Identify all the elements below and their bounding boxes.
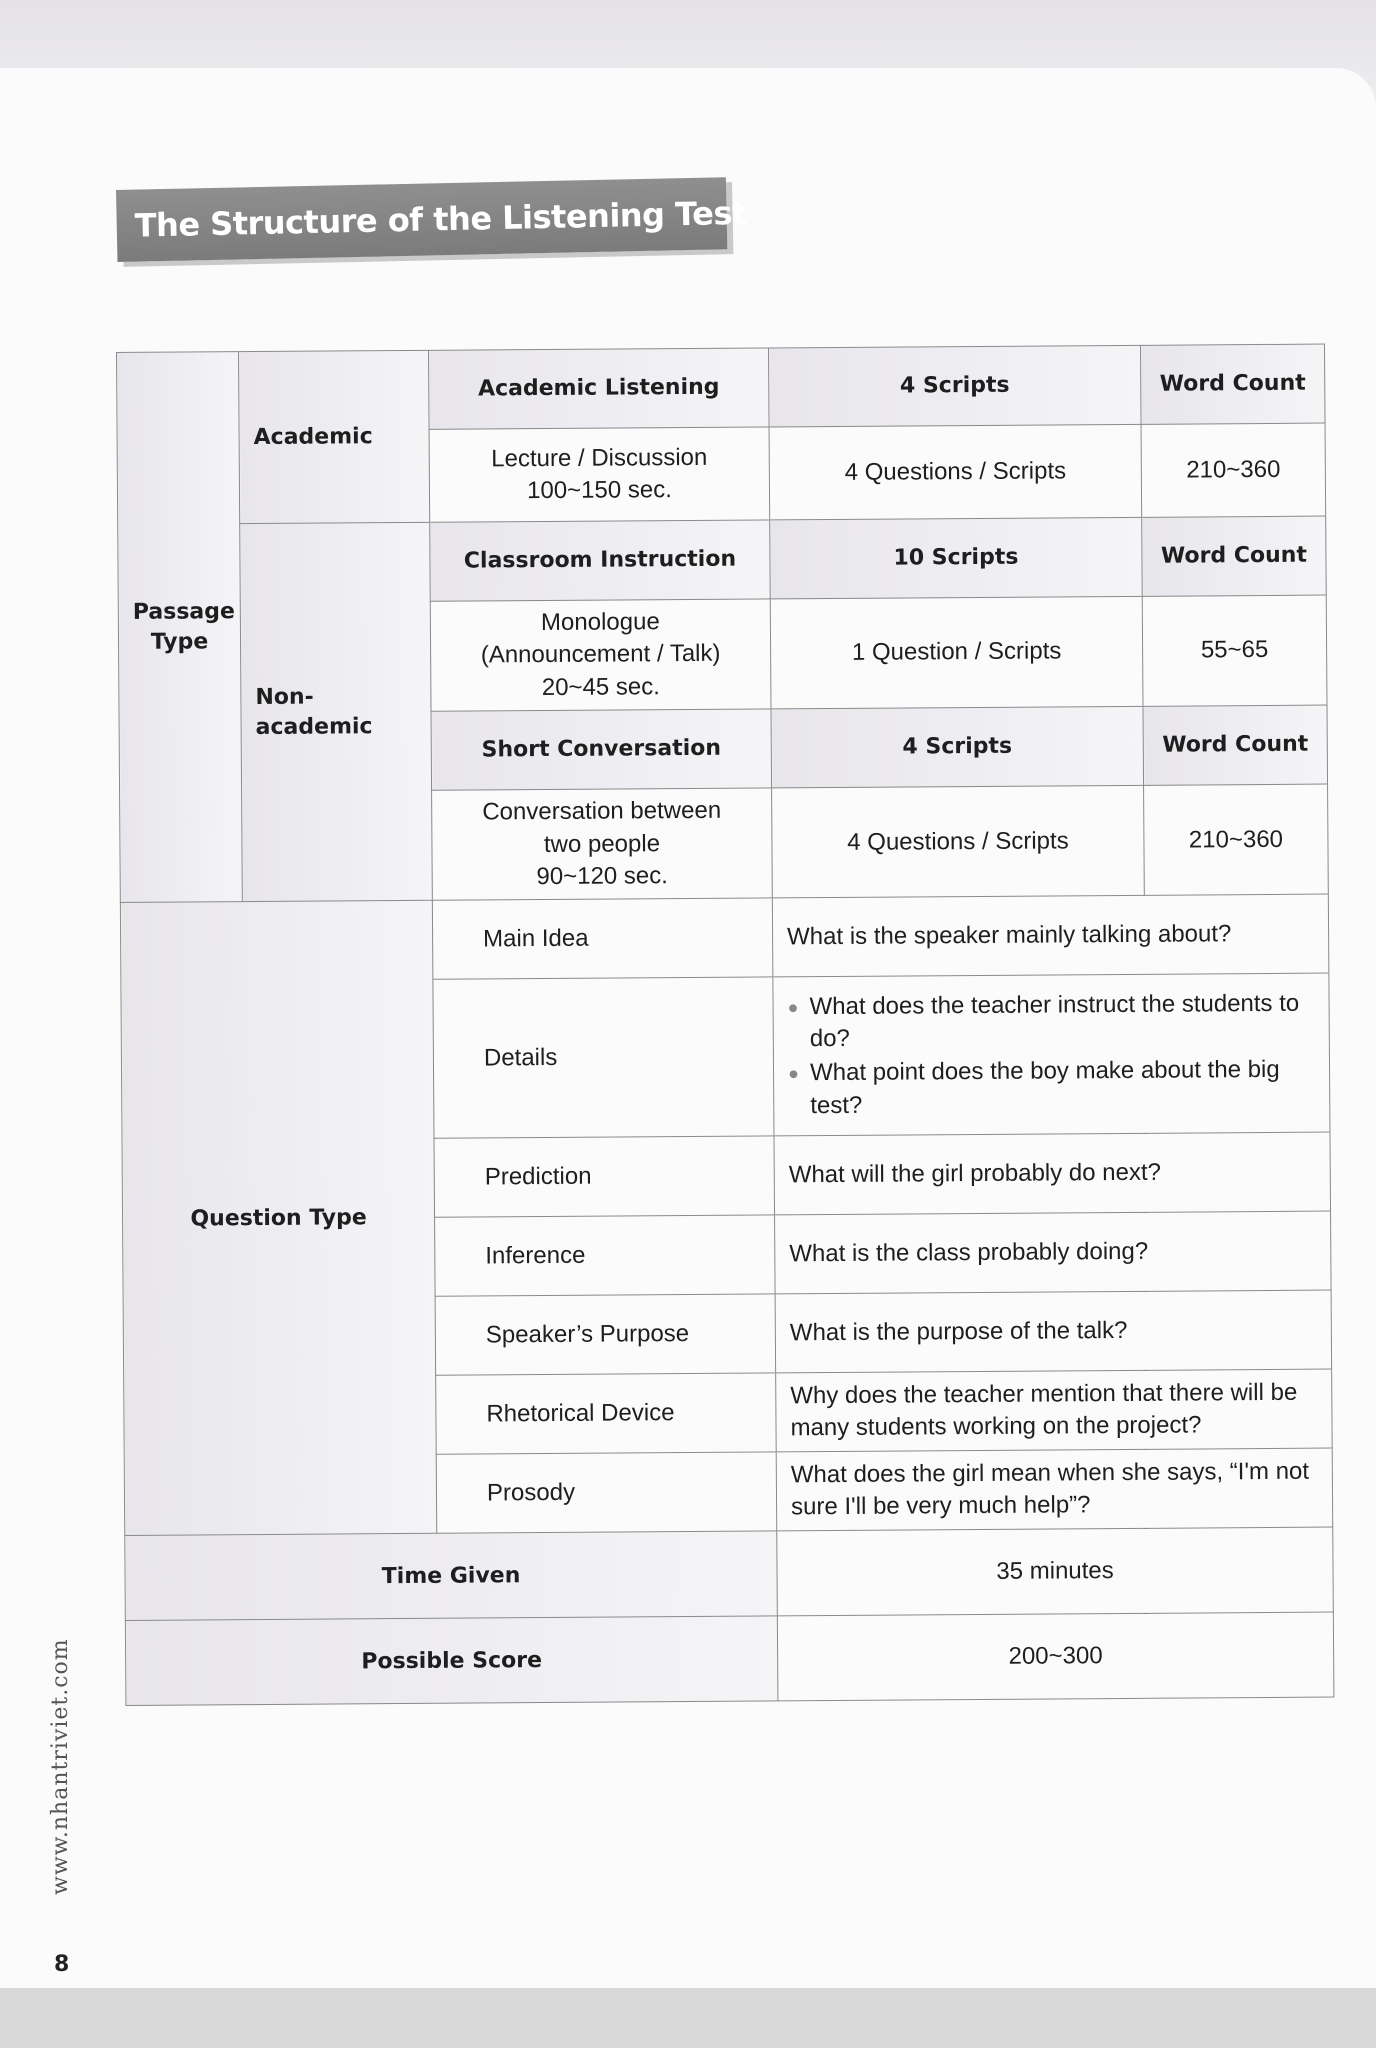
non-academic-label: Non-academic bbox=[255, 684, 373, 740]
possible-score-value: 200~300 bbox=[1008, 1642, 1103, 1670]
academic-listening-scripts-cell bbox=[768, 345, 1141, 427]
table-row bbox=[120, 894, 1329, 981]
academic-listening-heading-cell bbox=[428, 348, 769, 429]
classroom-instruction-scripts-cell bbox=[770, 517, 1143, 599]
question-type-name: Details bbox=[483, 1044, 558, 1072]
possible-score-value-cell bbox=[777, 1612, 1334, 1701]
short-conversation-format-cell bbox=[432, 788, 773, 901]
question-type-name: Main Idea bbox=[483, 924, 589, 953]
question-type-name: Prosody bbox=[486, 1478, 576, 1507]
table-row bbox=[117, 344, 1326, 431]
time-given-value: 35 minutes bbox=[996, 1557, 1114, 1586]
classroom-instruction-format-cell bbox=[430, 599, 771, 712]
word-count-value: 55~65 bbox=[1200, 636, 1269, 664]
question-type-label-cell bbox=[120, 901, 436, 1536]
format-line: Monologue bbox=[540, 608, 660, 637]
classroom-instruction-scripts: 10 Scripts bbox=[893, 544, 1019, 571]
question-example: What is the speaker mainly talking about? bbox=[787, 920, 1232, 951]
question-example-cell bbox=[774, 1132, 1331, 1215]
section-title-banner bbox=[116, 177, 748, 262]
possible-score-label: Possible Score bbox=[361, 1647, 543, 1674]
question-example-cell bbox=[772, 894, 1329, 977]
word-count-label: Word Count bbox=[1162, 732, 1309, 759]
passage-type-label-cell bbox=[117, 352, 243, 903]
academic-listening-scripts: 4 Scripts bbox=[899, 372, 1010, 399]
academic-listening-format-cell bbox=[429, 427, 770, 522]
question-type-cell bbox=[436, 1452, 777, 1533]
page-number: 8 bbox=[54, 1952, 70, 1977]
questions-per-script: 4 Questions / Scripts bbox=[847, 826, 1069, 856]
short-conversation-scripts: 4 Scripts bbox=[902, 734, 1013, 760]
question-example: What is the purpose of the talk? bbox=[789, 1317, 1128, 1347]
question-example: What is the class probably doing? bbox=[789, 1237, 1149, 1268]
format-line: Lecture / Discussion bbox=[491, 443, 708, 472]
format-line: (Announcement / Talk) bbox=[480, 640, 721, 669]
classroom-instruction-word-count-label-cell bbox=[1142, 516, 1327, 596]
short-conversation-word-count-cell bbox=[1144, 784, 1329, 895]
classroom-instruction-heading-cell bbox=[430, 520, 771, 601]
academic-listening-word-count-cell bbox=[1141, 423, 1326, 517]
word-count-value: 210~360 bbox=[1188, 825, 1284, 854]
bullet-item bbox=[788, 1054, 1315, 1122]
questions-per-script: 4 Questions / Scripts bbox=[844, 457, 1067, 486]
format-line: 90~120 sec. bbox=[536, 862, 668, 891]
passage-type-label: Passage Type bbox=[132, 599, 235, 655]
listening-structure-table bbox=[116, 344, 1334, 1707]
bullet-item bbox=[787, 987, 1314, 1055]
question-type-cell bbox=[436, 1373, 777, 1454]
table-row bbox=[118, 516, 1327, 603]
bullet-dot-icon: ● bbox=[787, 996, 799, 1017]
classroom-instruction-questions-cell bbox=[770, 596, 1143, 709]
academic-listening-heading: Academic Listening bbox=[477, 374, 720, 402]
classroom-instruction-heading: Classroom Instruction bbox=[463, 546, 737, 574]
table-row bbox=[125, 1527, 1334, 1620]
short-conversation-questions-cell bbox=[772, 786, 1145, 899]
question-example: What does the teacher instruct the students to do? bbox=[809, 989, 1300, 1053]
academic-label: Academic bbox=[253, 423, 373, 450]
question-example-cell bbox=[776, 1448, 1333, 1531]
question-type-cell bbox=[432, 898, 773, 979]
question-example-cell bbox=[775, 1211, 1332, 1294]
section-title: The Structure of the Listening Test bbox=[134, 193, 748, 245]
publisher-url: www.nhantriviet.com bbox=[48, 1638, 73, 1895]
question-example-cell bbox=[773, 973, 1330, 1136]
academic-listening-questions-cell bbox=[769, 424, 1142, 520]
short-conversation-heading: Short Conversation bbox=[481, 736, 722, 763]
question-example-cell bbox=[776, 1369, 1333, 1452]
question-type-cell bbox=[433, 977, 774, 1138]
time-given-label: Time Given bbox=[381, 1562, 521, 1589]
question-type-name: Rhetorical Device bbox=[486, 1399, 675, 1428]
word-count-label: Word Count bbox=[1159, 370, 1306, 397]
questions-per-script: 1 Question / Scripts bbox=[851, 637, 1062, 667]
classroom-instruction-word-count-cell bbox=[1142, 595, 1327, 706]
question-type-cell bbox=[435, 1294, 776, 1375]
question-example: What does the girl mean when she says, “I'm not sure I'll be very much help”? bbox=[790, 1457, 1310, 1521]
question-type-name: Inference bbox=[485, 1241, 586, 1270]
question-example: What will the girl probably do next? bbox=[788, 1158, 1162, 1189]
time-given-label-cell bbox=[125, 1531, 778, 1621]
short-conversation-word-count-label-cell bbox=[1143, 705, 1328, 785]
short-conversation-scripts-cell bbox=[771, 707, 1144, 789]
academic-listening-word-count-label-cell bbox=[1140, 344, 1325, 424]
format-line: 100~150 sec. bbox=[526, 476, 672, 505]
question-type-label: Question Type bbox=[190, 1204, 367, 1232]
question-type-cell bbox=[435, 1215, 776, 1296]
table-row bbox=[125, 1612, 1334, 1705]
question-example: What point does the boy make about the big test? bbox=[809, 1056, 1280, 1119]
page-bottom-edge bbox=[0, 1988, 1376, 2048]
format-line: two people bbox=[543, 829, 661, 858]
question-type-name: Prediction bbox=[484, 1162, 592, 1191]
bullet-dot-icon: ● bbox=[787, 1063, 799, 1084]
question-type-cell bbox=[434, 1136, 775, 1217]
time-given-value-cell bbox=[777, 1527, 1334, 1616]
word-count-value: 210~360 bbox=[1186, 455, 1281, 484]
question-type-name: Speaker’s Purpose bbox=[485, 1320, 690, 1349]
academic-label-cell bbox=[239, 350, 430, 523]
question-example: Why does the teacher mention that there will be many students working on the project? bbox=[790, 1378, 1298, 1442]
question-example-cell bbox=[775, 1290, 1332, 1373]
format-line: Conversation between bbox=[482, 796, 722, 826]
word-count-label: Word Count bbox=[1160, 542, 1308, 569]
possible-score-label-cell bbox=[125, 1616, 778, 1706]
short-conversation-heading-cell bbox=[431, 709, 772, 790]
non-academic-label-cell bbox=[240, 522, 433, 902]
format-line: 20~45 sec. bbox=[541, 672, 660, 701]
listening-structure-table-wrapper bbox=[116, 344, 1333, 1707]
